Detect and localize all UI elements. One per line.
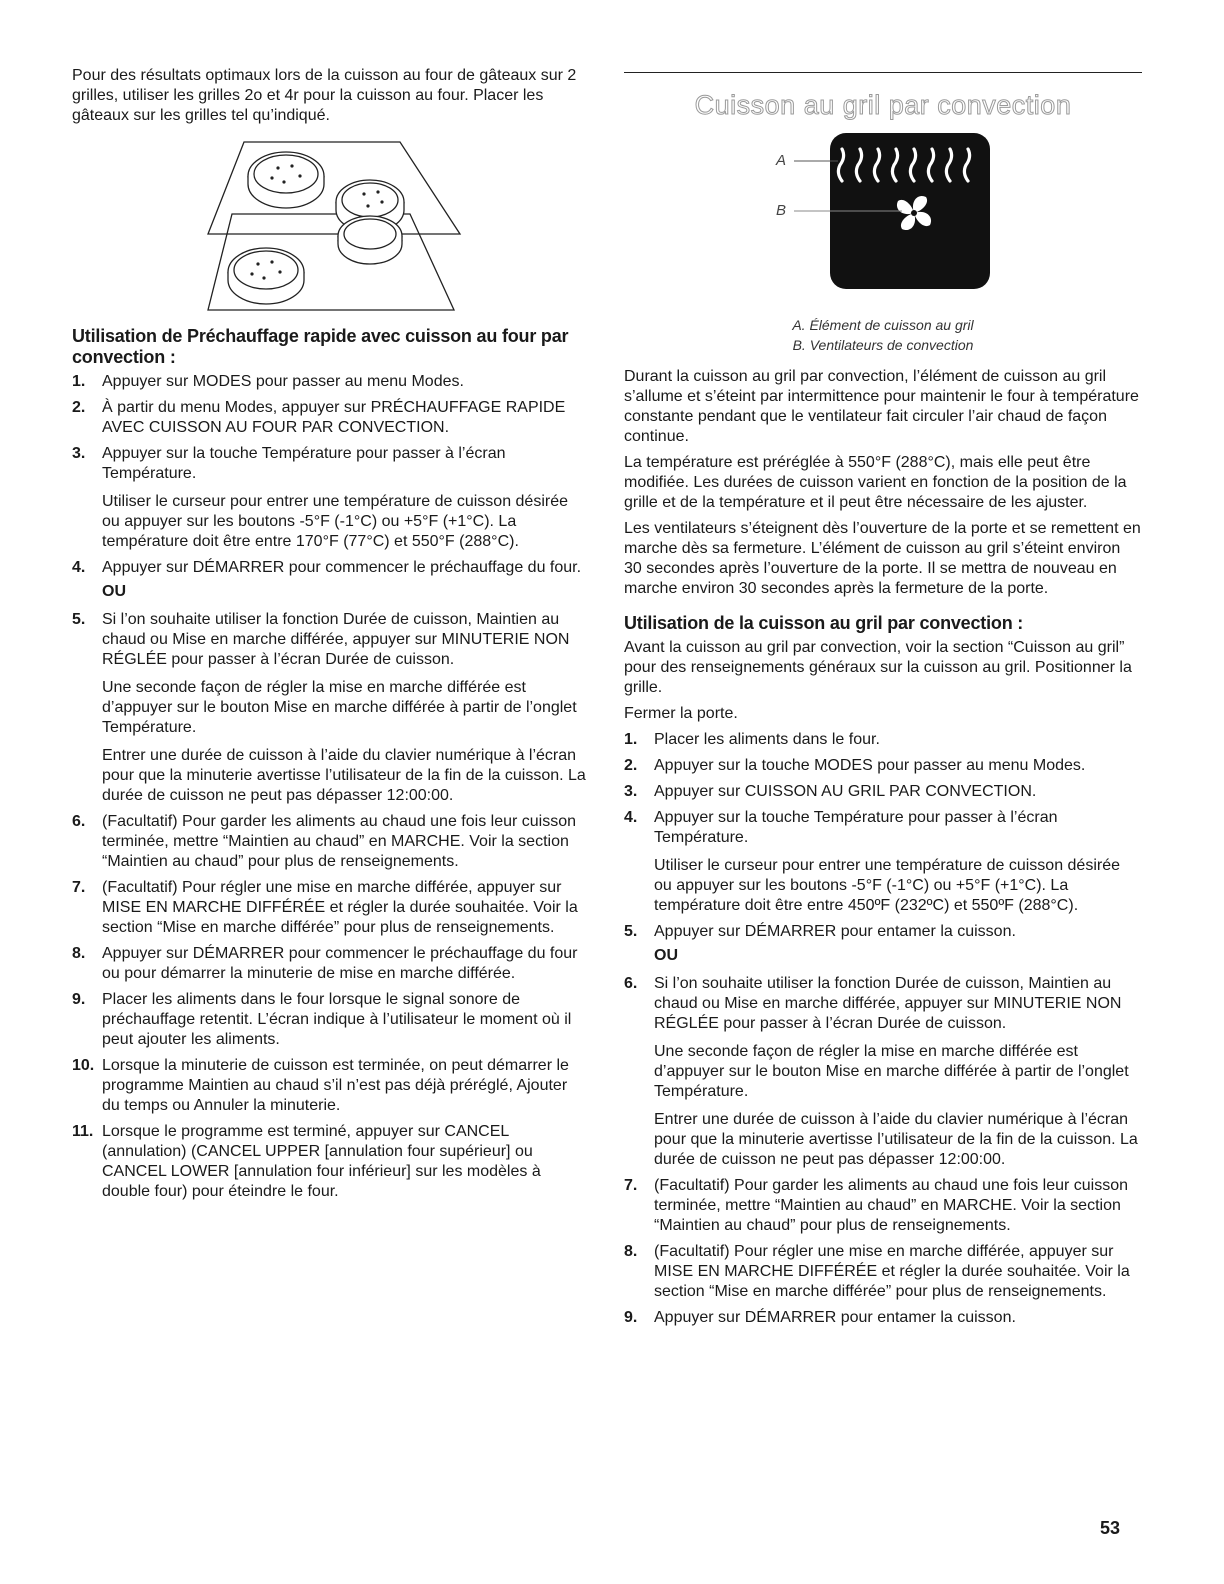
- step-number: 9.: [624, 1309, 638, 1326]
- step-text: Appuyer sur DÉMARRER pour entamer la cuisson.: [654, 923, 1016, 940]
- list-item: [72, 398, 588, 438]
- step-text: Lorsque le programme est terminé, appuyer sur CANCEL (annulation) (CANCEL UPPER [annulation four supérieur] ou CANCEL LOWER [annulation four inférieur] sur les modèles à double four) pour éteindre le four.: [102, 1123, 541, 1200]
- step-subtext: Une seconde façon de régler la mise en marche différée est d’appuyer sur le bouton Mise en marche différée à partir de l’onglet Température.: [102, 679, 577, 736]
- step-text: Placer les aliments dans le four.: [654, 731, 880, 748]
- left-heading: Utilisation de Préchauffage rapide avec cuisson au four par convection :: [72, 326, 569, 367]
- label-b: B: [776, 202, 787, 219]
- list-item: [624, 1242, 1142, 1302]
- step-text: (Facultatif) Pour garder les aliments au chaud une fois leur cuisson terminée, mettre “Maintien au chaud” en MARCHE. Voir la section “Maintien au chaud” pour plus de renseignements.: [102, 813, 577, 870]
- right-heading: Utilisation de la cuisson au gril par convection :: [624, 613, 1024, 633]
- list-item: [624, 922, 1142, 942]
- right-column: [624, 66, 1142, 1334]
- step-number: 4.: [72, 559, 86, 576]
- step-number: 7.: [624, 1177, 638, 1194]
- list-item: [72, 610, 588, 806]
- step-text: Appuyer sur la touche MODES pour passer au menu Modes.: [654, 757, 1086, 774]
- left-steps-list: [72, 372, 588, 578]
- step-text: (Facultatif) Pour régler une mise en marche différée, appuyer sur MISE EN MARCHE DIFFÉRÉE et régler la durée souhaitée. Voir la section “Mise en marche différée” pour plus de renseignements.: [102, 879, 578, 936]
- step-number: 9.: [72, 991, 86, 1008]
- right-steps-list-continued: [624, 974, 1142, 1328]
- step-text: (Facultatif) Pour garder les aliments au chaud une fois leur cuisson terminée, mettre “Maintien au chaud” en MARCHE. Voir la section “Maintien au chaud” pour plus de renseignements.: [654, 1177, 1129, 1234]
- list-item: [72, 444, 588, 552]
- step-number: 1.: [624, 731, 638, 748]
- section-title: Cuisson au gril par convection: [694, 90, 1072, 120]
- list-item: [72, 990, 588, 1050]
- step-text: Appuyer sur DÉMARRER pour commencer le préchauffage du four.: [102, 559, 582, 576]
- list-item: [72, 944, 588, 984]
- step-number: 2.: [624, 757, 638, 774]
- step-text: (Facultatif) Pour régler une mise en marche différée, appuyer sur MISE EN MARCHE DIFFÉRÉE et régler la durée souhaitée. Voir la section “Mise en marche différée” pour plus de renseignements.: [654, 1243, 1130, 1300]
- left-column: [72, 66, 588, 1208]
- step-text: Lorsque la minuterie de cuisson est terminée, on peut démarrer le programme Maintien au chaud s’il n’est pas déjà préréglé, Ajouter du temps ou Annuler la minuterie.: [102, 1057, 569, 1114]
- caption-a: A. Élément de cuisson au gril: [792, 317, 974, 333]
- caption-b: B. Ventilateurs de convection: [792, 337, 974, 353]
- list-item: [624, 974, 1142, 1170]
- right-steps-list: [624, 730, 1142, 942]
- step-number: 3.: [624, 783, 638, 800]
- step-number: 1.: [72, 373, 86, 390]
- step-text: Appuyer sur CUISSON AU GRIL PAR CONVECTION.: [654, 783, 1037, 800]
- figure-captions: [624, 315, 1142, 355]
- close-door-text: Fermer la porte.: [624, 705, 738, 722]
- list-item: [72, 1122, 588, 1202]
- step-number: 5.: [72, 611, 86, 628]
- step-number: 7.: [72, 879, 86, 896]
- step-number: 4.: [624, 809, 638, 826]
- oven-element-fan-icon: [624, 131, 1142, 311]
- step-number: 8.: [624, 1243, 638, 1260]
- right-para-3: Les ventilateurs s’éteignent dès l’ouverture de la porte et se remettent en marche dès sa fermeture. L’élément de cuisson au gril s’éteint environ 30 secondes après l’ouverture de la porte. Il se mettra de nouveau en marche environ 30 secondes après la fermeture de la porte.: [624, 520, 1141, 597]
- step-text: Placer les aliments dans le four lorsque le signal sonore de préchauffage retentit. L’écran indique à l’utilisateur le moment où il peut ajouter les aliments.: [102, 991, 572, 1048]
- step-number: 6.: [624, 975, 638, 992]
- list-item: [624, 782, 1142, 802]
- rack-diagram-icon: [72, 140, 588, 316]
- section-divider: [624, 72, 1142, 73]
- step-number: 11.: [72, 1123, 94, 1140]
- step-text: Si l’on souhaite utiliser la fonction Durée de cuisson, Maintien au chaud ou Mise en marche différée, appuyer sur MINUTERIE NON RÉGLÉE pour passer à l’écran Durée de cuisson.: [654, 975, 1122, 1032]
- step-text: Appuyer sur MODES pour passer au menu Modes.: [102, 373, 464, 390]
- list-item: [624, 756, 1142, 776]
- step-number: 6.: [72, 813, 86, 830]
- list-item: [624, 1176, 1142, 1236]
- step-subtext: Utiliser le curseur pour entrer une température de cuisson désirée ou appuyer sur les boutons -5°F (-1°C) ou +5°F (+1°C). La température doit être entre 170°F (77°C) et 550°F (288°C).: [102, 493, 569, 550]
- step-subtext: Une seconde façon de régler la mise en marche différée est d’appuyer sur le bouton Mise en marche différée à partir de l’onglet Température.: [654, 1043, 1129, 1100]
- step-number: 2.: [72, 399, 86, 416]
- step-subtext: Utiliser le curseur pour entrer une température de cuisson désirée ou appuyer sur les boutons -5°F (-1°C) ou +5°F (+1°C). La température doit être entre 450ºF (232ºC) et 550ºF (288°C).: [654, 857, 1121, 914]
- label-a: A: [776, 152, 787, 169]
- step-number: 10.: [72, 1057, 95, 1074]
- step-text: Appuyer sur la touche Température pour passer à l’écran Température.: [102, 445, 506, 482]
- page-number: 53: [1100, 1518, 1121, 1538]
- step-text: Appuyer sur la touche Température pour passer à l’écran Température.: [654, 809, 1058, 846]
- list-item: [72, 812, 588, 872]
- list-item: [72, 558, 588, 578]
- step-subtext: Entrer une durée de cuisson à l’aide du clavier numérique à l’écran pour que la minuterie avertisse l’utilisateur de la fin de la cuisson. La durée de cuisson ne peut pas dépasser 12:00:00.: [654, 1111, 1138, 1168]
- step-text: Si l’on souhaite utiliser la fonction Durée de cuisson, Maintien au chaud ou Mise en marche différée, appuyer sur MINUTERIE NON RÉGLÉE pour passer à l’écran Durée de cuisson.: [102, 611, 570, 668]
- list-item: [624, 730, 1142, 750]
- right-intro: Avant la cuisson au gril par convection, voir la section “Cuisson au gril” pour des renseignements généraux sur la cuisson au gril. Positionner la grille.: [624, 639, 1132, 696]
- list-item: [72, 372, 588, 392]
- left-steps-list-continued: [72, 610, 588, 1202]
- left-intro: Pour des résultats optimaux lors de la cuisson au four de gâteaux sur 2 grilles, utiliser les grilles 2o et 4r pour la cuisson au four. Placer les gâteaux sur les grilles tel qu’indiqué.: [72, 67, 577, 124]
- list-item: [72, 878, 588, 938]
- step-number: 3.: [72, 445, 86, 462]
- step-subtext: Entrer une durée de cuisson à l’aide du clavier numérique à l’écran pour que la minuterie avertisse l’utilisateur de la fin de la cuisson. La durée de cuisson ne peut pas dépasser 12:00:00.: [102, 747, 586, 804]
- step-text: Appuyer sur DÉMARRER pour commencer le préchauffage du four ou pour démarrer la minuterie de mise en marche différée.: [102, 945, 578, 982]
- step-text: Appuyer sur DÉMARRER pour entamer la cuisson.: [654, 1309, 1016, 1326]
- list-item: [624, 808, 1142, 916]
- convection-broil-illustration: [624, 131, 1142, 311]
- two-rack-cake-illustration: [72, 140, 588, 316]
- step-text: À partir du menu Modes, appuyer sur PRÉCHAUFFAGE RAPIDE AVEC CUISSON AU FOUR PAR CONVECTION.: [102, 399, 566, 436]
- or-separator: OU: [102, 583, 126, 600]
- or-separator: OU: [654, 947, 678, 964]
- list-item: [624, 1308, 1142, 1328]
- step-number: 5.: [624, 923, 638, 940]
- step-number: 8.: [72, 945, 86, 962]
- right-para-2: La température est préréglée à 550°F (288°C), mais elle peut être modifiée. Les durées de cuisson varient en fonction de la position de la grille et de la température et il peut être nécessaire de les ajuster.: [624, 454, 1127, 511]
- list-item: [72, 1056, 588, 1116]
- right-para-1: Durant la cuisson au gril par convection, l’élément de cuisson au gril s’allume et s’éteint par intermittence pour maintenir le four à température constante pendant que le ventilateur fait circuler l’air chaud de façon continue.: [624, 368, 1139, 445]
